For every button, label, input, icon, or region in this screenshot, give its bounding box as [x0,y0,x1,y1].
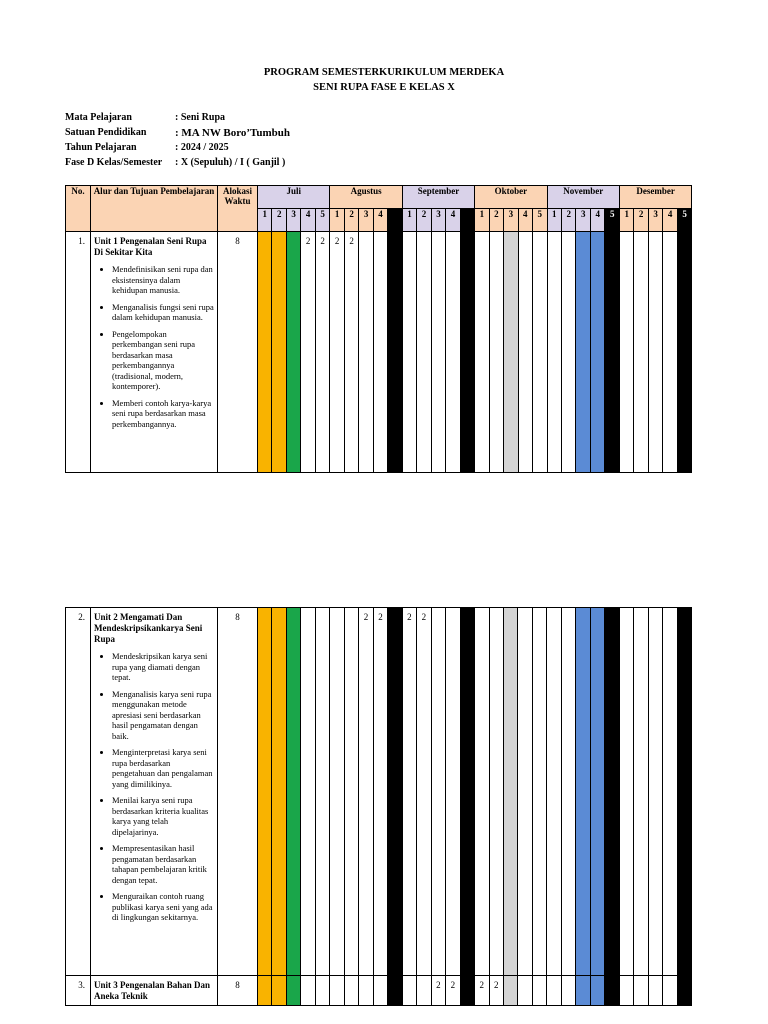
week-cell [663,976,677,1006]
week-cell [590,976,604,1006]
week-cell [344,608,358,976]
objective-item: • Menilai karya seni rupa berdasarkan kriteria kualitas karya yang telah dipelajarinya. [112,795,214,837]
week-cell [605,976,619,1006]
week-cell: 2 [489,976,503,1006]
schedule-table-1 [65,185,692,473]
week-cell [359,976,373,1006]
week-cell [648,608,662,976]
week-cell [301,976,315,1006]
objective-item: • Menginterpretasi karya seni rupa berdasarkan pengetahuan dan pengalaman yang dimilikinya. [112,747,214,789]
week-header: 5 [533,209,548,232]
objective-item: • Menganalisis karya seni rupa menggunakan metode apresiasi seni berdasarkan hasil pengamatan dengan baik. [112,689,214,742]
week-cell [532,608,546,976]
table-row [66,232,692,473]
alokasi-cell: 8 [218,608,258,976]
month-oktober: Oktober [475,186,547,209]
week-header: 2 [417,209,431,232]
info-label: Mata Pelajaran [65,112,132,123]
week-header: 4 [301,209,315,232]
week-header: 5 [315,209,330,232]
week-header: 3 [286,209,300,232]
week-cell [431,232,445,473]
week-header [388,209,403,232]
week-cell: 2 [417,608,431,976]
objective-list [94,651,214,923]
week-cell [634,232,648,473]
week-cell [663,608,677,976]
week-cell [344,976,358,1006]
alur-cell [91,976,218,1006]
week-cell [489,608,503,976]
week-cell [518,232,532,473]
week-header: 1 [475,209,489,232]
week-cell [489,232,503,473]
info-row [65,125,290,140]
week-header: 2 [489,209,503,232]
alokasi-cell: 8 [218,232,258,473]
month-juli: Juli [258,186,330,209]
schedule-table-2 [65,607,692,1006]
week-cell [359,232,373,473]
week-cell: 2 [330,232,344,473]
info-row [65,110,290,125]
week-cell: 2 [344,232,358,473]
week-cell [677,232,692,473]
week-cell [272,976,286,1006]
week-header: 3 [576,209,590,232]
week-header: 2 [344,209,358,232]
week-cell: 2 [373,608,387,976]
objective-item: • Menganalisis fungsi seni rupa dalam kehidupan manusia. [112,302,214,323]
week-cell [533,232,548,473]
week-cell [562,232,576,473]
week-header: 1 [402,209,416,232]
header-no: No. [66,186,91,232]
week-header: 5 [677,209,692,232]
week-header: 1 [330,209,344,232]
objective-item: • Mempresentasikan hasil pengamatan berdasarkan tahapan pembelajaran kritik dengan tepat. [112,843,214,885]
info-label: Fase D Kelas/Semester [65,157,163,168]
week-cell [590,232,604,473]
week-cell [561,608,575,976]
header-alokasi: Alokasi Waktu [218,186,258,232]
objective-item: • Mendefinisikan seni rupa dan eksistensinya dalam kehidupan manusia. [112,264,214,296]
week-cell [605,232,620,473]
doc-title: PROGRAM SEMESTERKURIKULUM MERDEKA [263,67,505,78]
week-cell [258,976,272,1006]
info-block [65,110,290,170]
week-cell [677,976,691,1006]
week-cell [503,976,517,1006]
table-row [66,976,692,1006]
row-number: 1. [66,232,91,473]
table-row [66,608,692,976]
week-cell [373,976,387,1006]
month-september: September [402,186,474,209]
week-cell [605,608,619,976]
doc-subtitle: SENI RUPA FASE E KELAS X [313,82,455,93]
week-header: 4 [590,209,604,232]
week-cell [286,608,300,976]
unit-title: Unit 3 Pengenalan Bahan Dan Aneka Teknik [94,980,211,1001]
info-label: Tahun Pelajaran [65,142,137,153]
week-cell [619,232,633,473]
week-cell [402,976,416,1006]
week-cell [460,608,474,976]
week-cell [663,232,677,473]
week-cell [518,608,532,976]
week-cell [677,608,691,976]
week-cell [648,232,662,473]
week-cell [402,232,416,473]
week-cell [547,608,561,976]
week-header: 4 [446,209,460,232]
objective-item: • Memberi contoh karya-karya seni rupa berdasarkan masa perkembangannya. [112,398,214,430]
objective-item: • Pengelompokan perkembangan seni rupa berdasarkan masa perkembangannya (tradisional, modern, kontemporer). [112,329,214,392]
alur-cell [91,232,218,473]
week-header: 4 [373,209,387,232]
week-cell [475,232,489,473]
week-cell [417,232,431,473]
week-header: 1 [547,209,561,232]
info-value: : X (Sepuluh) / I ( Ganjil ) [175,157,286,168]
week-cell [619,976,633,1006]
objective-item: • Menguraikan contoh ruang publikasi karya seni yang ada di lingkungan sekitarnya. [112,891,214,923]
week-header: 4 [663,209,677,232]
week-header: 3 [431,209,445,232]
week-cell: 2 [431,976,445,1006]
week-cell [576,976,590,1006]
week-cell [518,976,532,1006]
month-november: November [547,186,619,209]
month-desember: Desember [619,186,691,209]
week-cell [460,976,474,1006]
week-header: 1 [258,209,272,232]
week-header: 3 [648,209,662,232]
week-cell [475,608,489,976]
unit-title: Unit 2 Mengamati Dan Mendeskripsikankarya Seni Rupa [94,612,203,644]
week-header: 4 [518,209,532,232]
header-alur: Alur dan Tujuan Pembelajaran [91,186,218,232]
week-cell [648,976,662,1006]
week-cell [272,608,286,976]
week-cell: 2 [446,976,460,1006]
week-header: 3 [359,209,373,232]
week-cell [388,608,402,976]
week-cell [619,608,633,976]
week-cell [373,232,387,473]
week-cell [286,232,300,473]
week-cell [431,608,445,976]
unit-title: Unit 1 Pengenalan Seni Rupa Di Sekitar Kita [94,236,207,257]
month-agustus: Agustus [330,186,402,209]
week-cell [547,232,561,473]
week-cell [634,976,648,1006]
week-cell [532,976,546,1006]
week-cell [446,608,460,976]
info-row [65,140,290,155]
week-cell [388,232,403,473]
week-cell [258,608,272,976]
week-cell [272,232,286,473]
week-cell [576,232,590,473]
week-cell [590,608,604,976]
week-cell [634,608,648,976]
week-cell [503,608,517,976]
week-cell [258,232,272,473]
objective-item: • Mendeskripsikan karya seni rupa yang diamati dengan tepat. [112,651,214,683]
info-value: : 2024 / 2025 [175,142,229,153]
info-label: Satuan Pendidikan [65,127,147,138]
week-header: 2 [634,209,648,232]
week-cell [460,232,474,473]
week-cell: 2 [359,608,373,976]
week-cell [561,976,575,1006]
week-cell [286,976,300,1006]
week-cell [330,976,344,1006]
week-header: 1 [619,209,633,232]
week-cell [417,976,431,1006]
week-cell [330,608,344,976]
alur-cell [91,608,218,976]
row-number: 2. [66,608,91,976]
week-header: 5 [605,209,620,232]
week-cell: 2 [315,232,330,473]
info-value: : Seni Rupa [175,112,226,123]
week-cell [446,232,460,473]
row-number: 3. [66,976,91,1006]
week-header: 2 [562,209,576,232]
week-cell [547,976,561,1006]
objective-list [94,264,214,429]
info-value: : MA NW Boro’Tumbuh [175,126,291,139]
week-cell [388,976,402,1006]
week-cell: 2 [475,976,489,1006]
week-cell [576,608,590,976]
week-cell [315,976,329,1006]
week-header [460,209,474,232]
week-cell: 2 [402,608,416,976]
week-cell: 2 [301,232,315,473]
week-header: 2 [272,209,286,232]
alokasi-cell: 8 [218,976,258,1006]
week-cell [504,232,518,473]
week-cell [315,608,329,976]
info-row [65,155,290,170]
week-header: 3 [504,209,518,232]
week-cell [301,608,315,976]
